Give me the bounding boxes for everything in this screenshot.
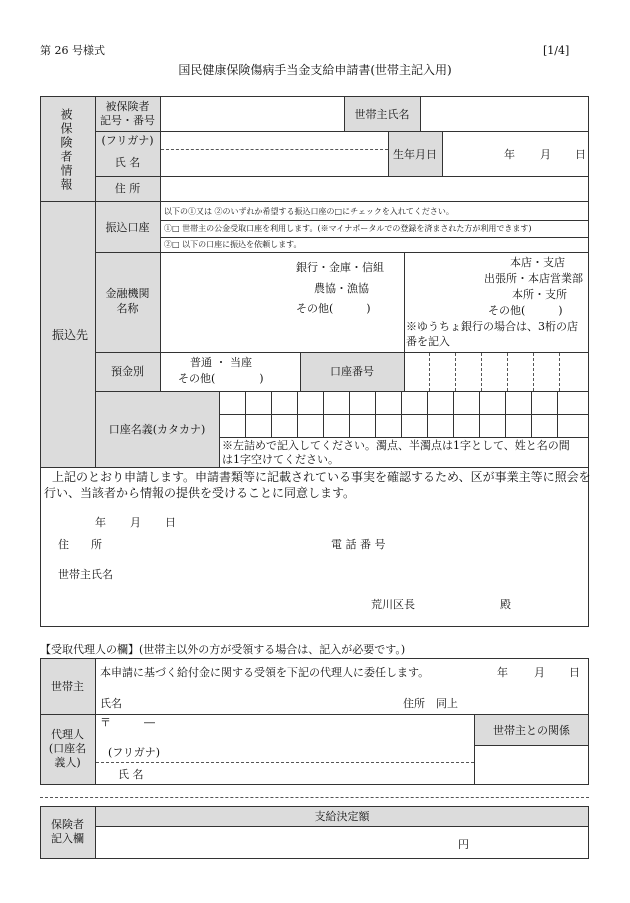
branch-3: 本所・支所 <box>512 288 567 301</box>
agent-head-label: 世帯主 <box>51 680 84 693</box>
delegation-text: 本申請に基づく給付金に関する受領を下記の代理人に委任します。 <box>100 666 430 679</box>
agent-label-2: (口座名 <box>48 742 87 755</box>
bank-types-1: 銀行・金庫・信組 <box>296 261 384 274</box>
account-label: 振込口座 <box>105 221 150 234</box>
dob-day: 日 <box>575 148 586 161</box>
agent-title: 【受取代理人の欄】(世帯主以外の方が受領する場合は、記入が必要です。) <box>40 643 406 656</box>
yucho-note-2: 番を記入 <box>406 335 450 348</box>
yen-unit: 円 <box>458 838 469 851</box>
branch-4: その他( ) <box>488 304 563 317</box>
yucho-note-1: ※ゆうちょ銀行の場合は、3桁の店 <box>406 320 578 333</box>
holder-note-1: ※左詰めで記入してください。濁点、半濁点は1字として、姓と名の間 <box>222 439 570 452</box>
delegation-day: 日 <box>569 666 580 679</box>
dob-month: 月 <box>540 148 551 161</box>
insurer-label-1: 保険者 <box>51 818 84 831</box>
bank-label-2: 名称 <box>116 302 139 315</box>
dob-year: 年 <box>504 148 515 161</box>
dob-label: 生年月日 <box>393 148 437 161</box>
applicant-address-label: 住 所 <box>58 538 102 551</box>
address-label: 住 所 <box>114 182 141 195</box>
card-no-label-1: 被保険者 <box>105 100 150 113</box>
applicant-name-label: 世帯主氏名 <box>58 568 113 581</box>
form-title: 国民健康保険傷病手当金支給申請書(世帯主記入用) <box>178 63 452 77</box>
agent-furigana-label: (フリガナ) <box>108 746 161 759</box>
delegator-name-label: 氏名 <box>100 697 122 710</box>
insurer-label-2: 記入欄 <box>51 832 84 845</box>
applicant-phone-label: 電 話 番 号 <box>331 538 386 551</box>
delegation-year: 年 <box>497 666 508 679</box>
relation-label: 世帯主との関係 <box>493 724 570 737</box>
application-year: 年 <box>95 516 106 529</box>
delegator-address-same: 住所 同上 <box>403 697 458 710</box>
application-day: 日 <box>165 516 176 529</box>
furigana-label: (フリガナ) <box>101 134 154 147</box>
page-indicator: [1/4] <box>543 44 570 57</box>
agent-label-1: 代理人 <box>51 728 84 741</box>
card-no-label-2: 記号・番号 <box>100 114 155 127</box>
agent-postal: 〒 ― <box>100 716 155 729</box>
account-no-label: 口座番号 <box>330 365 374 378</box>
deposit-type-1: 普通 ・ 当座 <box>190 356 252 369</box>
application-text-2: 行い、当該者から情報の提供を受けることに同意します。 <box>44 486 356 500</box>
transfer-section-label: 振込先 <box>52 328 89 342</box>
honorific: 殿 <box>500 598 511 611</box>
bank-types-3: その他( ) <box>296 302 371 315</box>
bank-types-2: 農協・漁協 <box>314 282 369 295</box>
account-instruction: 以下の①又は ②のいずれか希望する振込口座の□にチェックを入れてください。 <box>164 207 454 216</box>
holder-label: 口座名義(カタカナ) <box>108 423 206 436</box>
deposit-label: 預金別 <box>111 365 144 378</box>
cut-line <box>40 797 589 798</box>
holder-note-2: は1字空けてください。 <box>222 453 339 466</box>
amount-label: 支給決定額 <box>314 810 370 823</box>
form-number: 第 26 号様式 <box>40 44 105 57</box>
name-label: 氏 名 <box>114 156 141 169</box>
option-1[interactable]: ①□ 世帯主の公金受取口座を利用します。(※マイナポータルでの登録を済まされた方が利用できます) <box>164 224 532 233</box>
head-name-label: 世帯主氏名 <box>354 108 410 121</box>
insured-section-label: 被保険者情報 <box>59 108 73 192</box>
deposit-type-2: その他( ) <box>178 372 264 385</box>
application-text-1: 上記のとおり申請します。申請書類等に記載されている事実を確認するため、区が事業主等に照会を <box>52 470 591 484</box>
agent-label-3: 義人) <box>54 756 81 769</box>
mayor-label: 荒川区長 <box>371 598 415 611</box>
branch-2: 出張所・本店営業部 <box>484 272 583 285</box>
agent-name-label: 氏 名 <box>118 768 144 781</box>
application-month: 月 <box>130 516 141 529</box>
delegation-month: 月 <box>534 666 545 679</box>
bank-label-1: 金融機関 <box>105 287 150 300</box>
option-2[interactable]: ②□ 以下の口座に振込を依頼します。 <box>164 240 302 249</box>
branch-1: 本店・支店 <box>510 256 565 269</box>
